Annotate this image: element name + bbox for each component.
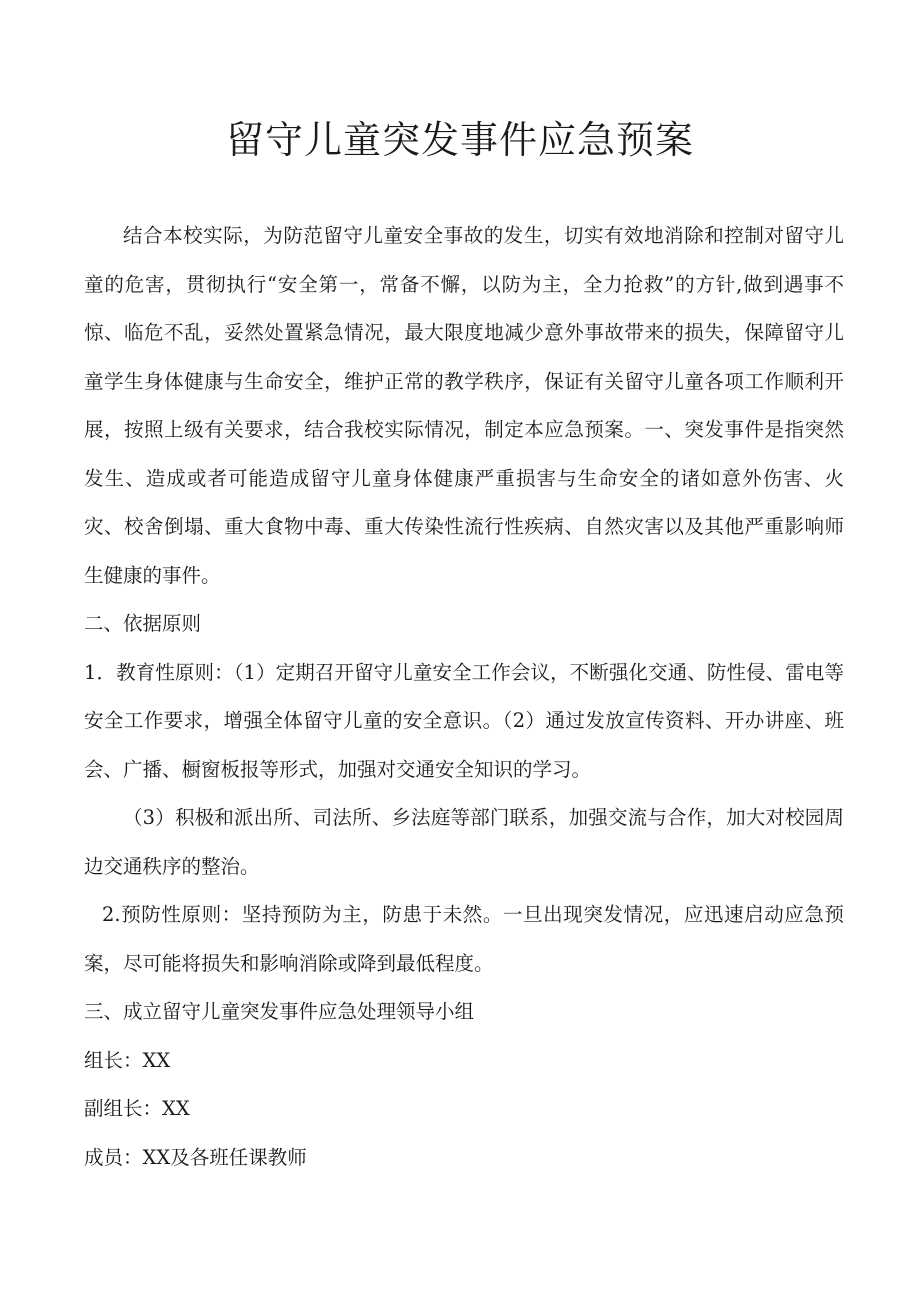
intro-paragraph: 结合本校实际，为防范留守儿童安全事故的发生，切实有效地消除和控制对留守儿童的危害，贯彻执行“安全第一，常备不懈，以防为主，全力抢救”的方针,做到遇事不惊、临危不乱，妥然处置紧急情况，最大限度地减少意外事故带来的损失，保障留守儿童学生身体健康与生命安全，维护正常的教学秩序，保证有关留守儿童各项工作顺利开展，按照上级有关要求，结合我校实际情况，制定本应急预案。一、突发事件是指突然发生、造成或者可能造成留守儿童身体健康严重损害与生命安全的诸如意外伤害、火灾、校舍倒塌、重大食物中毒、重大传染性流行性疾病、自然灾害以及其他严重影响师生健康的事件。: [84, 224, 844, 587]
section-heading-leadership-group: 三、成立留守儿童突发事件应急处理领导小组: [84, 1000, 475, 1023]
document-title: 留守儿童突发事件应急预案: [225, 118, 694, 162]
section-heading-principles: 二、依据原则: [84, 612, 202, 635]
group-members-line: 成员：XX及各班任课教师: [84, 1145, 307, 1169]
principle-education-paragraph: 1．教育性原则：（1）定期召开留守儿童安全工作会议，不断强化交通、防性侵、雷电等安全工作要求，增强全体留守儿童的安全意识。（2）通过发放宣传资料、开办讲座、班会、广播、橱窗板报等形式，加强对交通安全知识的学习。: [84, 660, 844, 781]
principle-prevention-paragraph: 2.预防性原则：坚持预防为主，防患于未然。一旦出现突发情况，应迅速启动应急预案，尽可能将损失和影响消除或降到最低程度。: [84, 903, 844, 975]
document-body: [84, 212, 844, 1182]
principle-education-item-3: （3）积极和派出所、司法所、乡法庭等部门联系，加强交流与合作，加大对校园周边交通秩序的整治。: [84, 806, 844, 878]
group-deputy-leader-line: 副组长：XX: [84, 1097, 190, 1120]
group-leader-line: 组长：XX: [84, 1048, 171, 1072]
